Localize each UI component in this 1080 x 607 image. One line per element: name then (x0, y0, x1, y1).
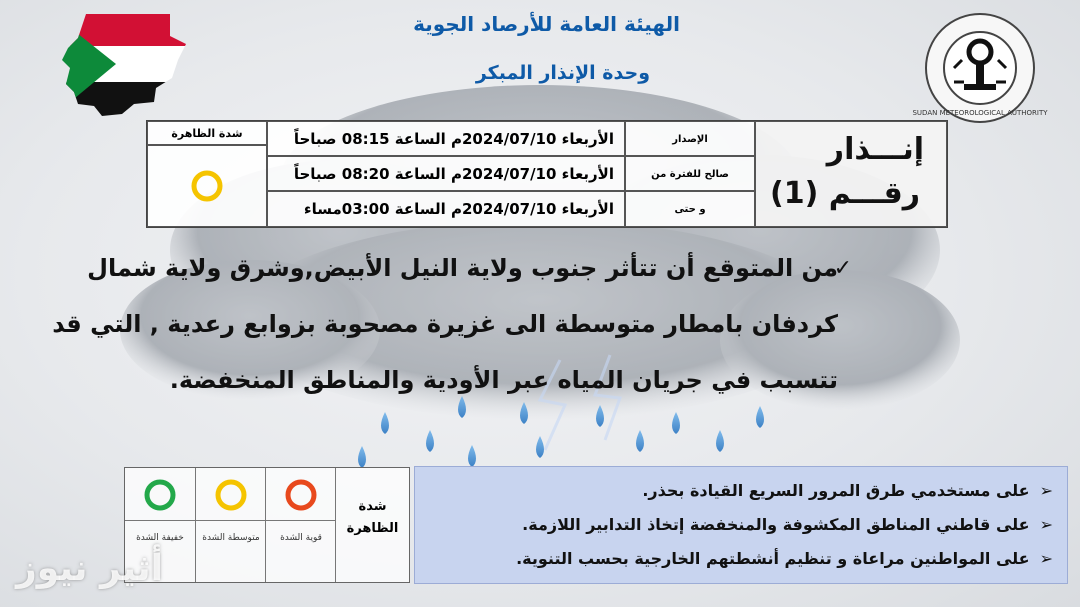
sudan-meteorological-authority-logo (912, 12, 1048, 124)
issue-datetime: الأربعاء 2024/07/10م الساعة 08:15 صباحاً (267, 121, 625, 156)
legend-label-light: خفيفة الشدة (136, 533, 184, 543)
advice-box (414, 466, 1068, 584)
check-arrow-icon: ➢ (1039, 481, 1053, 500)
valid-from-datetime: الأربعاء 2024/07/10م الساعة 08:20 صباحاً (267, 156, 625, 191)
severity-circle-icon (148, 146, 266, 224)
legend-level-moderate (195, 468, 266, 582)
bulletin-text: من المتوقع أن تتأثر جنوب ولاية النيل الأبيض,وشرق ولاية شمال كردفان بامطار متوسطة الى غزيرة مصحوبة بزوابع رعدية , التي قد تتسبب في جريان المياه عبر الأودية والمناطق المنخفضة. (52, 254, 838, 394)
moderate-circle-icon (196, 468, 266, 520)
check-arrow-icon: ➢ (1039, 549, 1053, 568)
svg-text:SUDAN METEOROLOGICAL AUTHORITY: SUDAN METEOROLOGICAL AUTHORITY (912, 109, 1048, 117)
warning-title-cell (755, 121, 947, 227)
legend-title: شدة الظاهرة (335, 468, 409, 582)
legend-label-moderate: متوسطة الشدة (202, 533, 260, 543)
severity-header: شدة الظاهرة (147, 121, 267, 145)
valid-until-label: و حتى (625, 191, 755, 227)
unit-name: وحدة الإنذار المبكر (475, 62, 650, 84)
legend-label-strong: قوية الشدة (280, 533, 322, 543)
severity-legend (124, 467, 410, 583)
strong-circle-icon (266, 468, 336, 520)
organization-name: الهيئة العامة للأرصاد الجوية (413, 12, 680, 36)
warning-number: رقـــم (1) (770, 176, 920, 211)
warning-word: إنـــذار (826, 132, 924, 167)
advice-item: ➢على قاطني المناطق المكشوفة والمنخفضة إتخاذ التدابير اللازمة. (522, 515, 1053, 534)
severity-indicator-cell (147, 145, 267, 227)
light-circle-icon (125, 468, 195, 520)
issue-label: الإصدار (625, 121, 755, 156)
warning-info-table (146, 120, 948, 228)
advice-item: ➢على المواطنين مراعاة و تنظيم أنشطتهم الخارجية بحسب التنوية. (516, 549, 1053, 568)
sudan-flag-icon (58, 8, 188, 120)
advice-item: ➢على مستخدمي طرق المرور السريع القيادة بحذر. (642, 481, 1053, 500)
checkmark-icon: ✓ (833, 256, 852, 281)
watermark: أثير نيوز (16, 548, 163, 589)
check-arrow-icon: ➢ (1039, 515, 1053, 534)
legend-level-strong (265, 468, 336, 582)
valid-until-datetime: الأربعاء 2024/07/10م الساعة 03:00مساء (267, 191, 625, 227)
valid-from-label: صالح للفترة من (625, 156, 755, 191)
